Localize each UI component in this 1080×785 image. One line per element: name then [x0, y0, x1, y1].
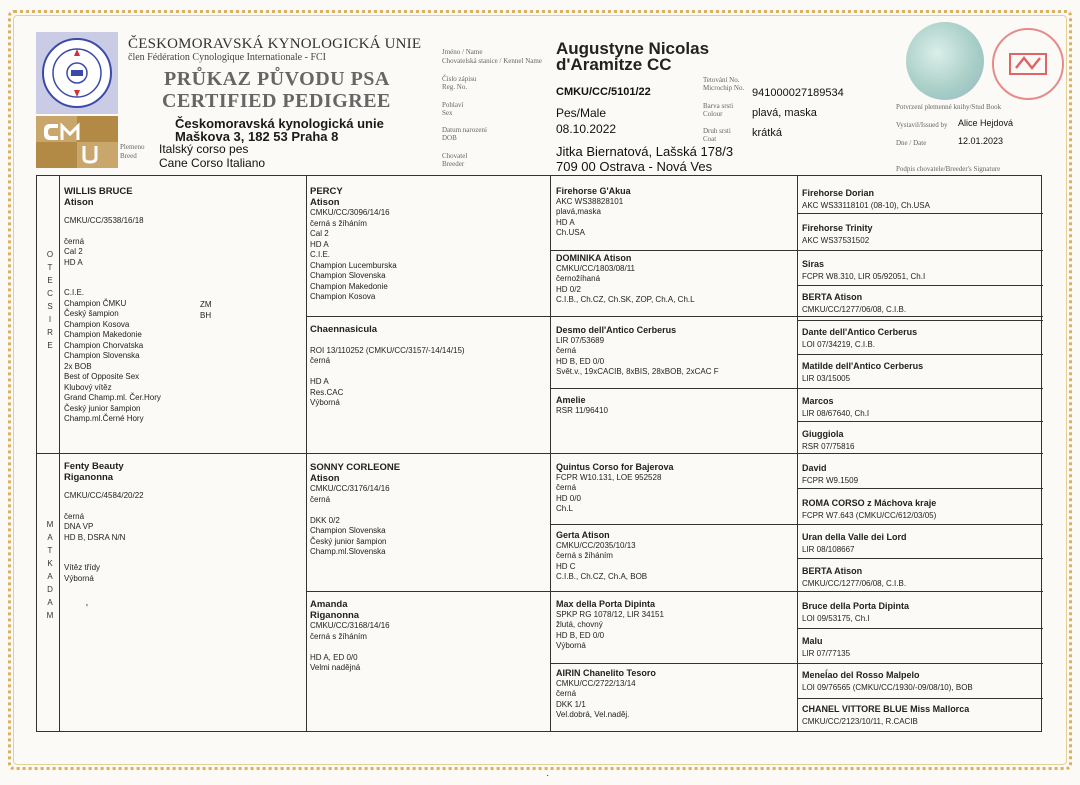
great-grandparent-detail-line: FCPR W10.131, LOE 952528	[556, 472, 662, 482]
ancestor-cell	[802, 704, 1038, 727]
dog-name-line1: Augustyne Nicolas	[556, 39, 710, 58]
ancestor-reg: FCPR W7.643 (CMKU/CC/612/03/05)	[802, 510, 937, 520]
row-divider	[797, 628, 1043, 629]
sire-kennel: Atison	[64, 197, 94, 208]
ancestor-cell	[802, 566, 1038, 589]
ancestor-cell	[802, 636, 1038, 659]
sex-label-en: Sex	[442, 109, 453, 117]
row-divider	[797, 698, 1043, 699]
dam-detail-line: DNA VP	[64, 522, 94, 531]
sire-detail-line: HD A	[64, 257, 83, 267]
coat-label-en: Coat	[703, 135, 717, 143]
grandparent-name: SONNY CORLEONE	[310, 462, 401, 473]
ancestor-reg: LIR 08/67640, Ch.I	[802, 408, 870, 418]
address-line1: Českomoravská kynologická unie	[175, 116, 384, 131]
dam-side-label	[43, 518, 57, 622]
great-grandparent-name: Quintus Corso for Bajerova	[556, 462, 674, 472]
great-grandparent-detail-line: HD B, ED 0/0	[556, 630, 605, 640]
dam-kennel: Riganonna	[64, 472, 114, 483]
great-grandparent-detail-line: HD 0/2	[556, 284, 581, 294]
great-grandparent-detail-line: C.I.B., Ch.CZ, Ch.A, BOB	[556, 572, 648, 581]
grandparent-detail-line: černá s žíháním	[310, 218, 367, 228]
ancestor-name: Dante dell'Antico Cerberus	[802, 327, 918, 337]
stray-mark: ·	[546, 770, 550, 781]
ancestor-reg: LOI 09/76565 (CMKU/CC/1930/-09/08/10), BOB	[802, 682, 973, 692]
sire-cell	[64, 186, 300, 425]
great-grandparent-cell	[556, 668, 792, 721]
ancestor-name: Siras	[802, 259, 825, 269]
great-grandparent-name: Desmo dell'Antico Cerberus	[556, 325, 677, 335]
grandparent-detail-line: Výborná	[310, 398, 340, 407]
great-grandparent-detail-line: LIR 07/53689	[556, 335, 605, 345]
great-grandparent-detail-line: Svět.v., 19xCACIB, 8xBIS, 28xBOB, 2xCAC F	[556, 367, 719, 376]
grandparent-detail-line: CMKU/CC/3168/14/16	[310, 621, 390, 630]
great-grandparent-cell	[556, 395, 792, 416]
cmku-logo-icon	[36, 116, 118, 168]
grandparent-kennel: Atison	[310, 197, 340, 208]
grandparent-detail-line: C.I.E.	[310, 250, 331, 259]
great-grandparent-detail-line: HD C	[556, 561, 576, 571]
ancestor-cell	[802, 532, 1038, 555]
great-grandparent-detail-line: CMKU/CC/2722/13/14	[556, 678, 636, 688]
ancestor-name: Marcos	[802, 396, 834, 406]
grandparent-detail-line: Champion Slovenska	[310, 526, 386, 535]
great-grandparent-detail-line: Výborná	[556, 641, 586, 650]
row-divider	[550, 388, 1043, 389]
sire-side-label	[43, 248, 57, 352]
dog-sex: Pes/Male	[556, 106, 607, 120]
stamp-logo-icon	[1006, 48, 1050, 80]
great-grandparent-detail-line: černá	[556, 346, 577, 355]
sire-title-line: Champion Kosova	[64, 319, 130, 329]
grandparent-detail-line: ROI 13/110252 (CMKU/CC/3157/-14/14/15)	[310, 345, 465, 355]
logos	[36, 32, 118, 168]
great-grandparent-detail-line: plavá,maska	[556, 207, 601, 216]
sire-zm: ZM	[200, 300, 212, 309]
dam-name: Fenty Beauty	[64, 461, 124, 472]
dam-reg: CMKU/CC/4584/20/22	[64, 491, 144, 500]
row-divider	[797, 488, 1043, 489]
great-grandparent-name: AIRIN Chanelito Tesoro	[556, 668, 656, 678]
sire-title-line: Champion ČMKU	[64, 298, 127, 308]
grandparent-cell	[310, 324, 546, 409]
dog-reg-no: CMKU/CC/5101/22	[556, 86, 651, 98]
ancestor-cell	[802, 361, 1038, 384]
grandparent-detail-line: HD A	[310, 239, 329, 249]
great-grandparent-cell	[556, 186, 792, 239]
hologram-icon	[906, 22, 984, 100]
document-title-cz: PRŮKAZ PŮVODU PSA	[164, 68, 390, 90]
ancestor-cell	[802, 463, 1038, 486]
dog-dob: 08.10.2022	[556, 122, 617, 136]
sire-bh: BH	[200, 311, 212, 320]
grandparent-detail-line: Champion Kosova	[310, 292, 376, 301]
great-grandparent-name: Max della Porta Dipinta	[556, 599, 656, 609]
sire-title-line: Český junior šampion	[64, 403, 141, 413]
breed-label-cz: Plemeno	[120, 143, 145, 151]
grandparent-kennel: Riganonna	[310, 610, 360, 621]
great-grandparent-detail-line: AKC WS38828101	[556, 196, 624, 206]
row-divider	[797, 213, 1043, 214]
great-grandparent-detail-line: Ch.L	[556, 504, 573, 513]
great-grandparent-detail-line: C.I.B., Ch.CZ, Ch.SK, ZOP, Ch.A, Ch.L	[556, 295, 695, 304]
row-divider	[797, 285, 1043, 286]
great-grandparent-cell	[556, 325, 792, 378]
reg-label-en: Reg. No.	[442, 83, 468, 91]
great-grandparent-detail-line: RSR 11/96410	[556, 405, 608, 415]
row-divider	[797, 354, 1043, 355]
grandparent-detail-line: černá	[310, 494, 331, 504]
sire-title-line: Český šampion	[64, 309, 119, 318]
great-grandparent-cell	[556, 462, 792, 515]
ancestor-reg: LIR 08/108667	[802, 544, 855, 554]
grandparent-cell	[310, 186, 546, 303]
dam-detail-line: černá	[64, 511, 85, 521]
ancestor-reg: LIR 03/15005	[802, 373, 851, 383]
colour-label-en: Colour	[703, 110, 723, 118]
row-divider	[306, 316, 1043, 317]
grandparent-detail-line	[310, 505, 546, 516]
grandparent-name: Chaennasicula	[310, 324, 378, 335]
breeder-signature-label: Podpis chovatele/Breeder's Signature	[896, 165, 1001, 173]
grandparent-detail-line: černá s žíháním	[310, 631, 367, 641]
dob-label-cz: Datum narození	[442, 126, 487, 134]
great-grandparent-name: Gerta Atison	[556, 530, 610, 540]
grandparent-detail-line: Res.CAC	[310, 387, 344, 397]
grandparent-detail-line: Champ.ml.Slovenska	[310, 547, 386, 556]
ancestor-reg: CMKU/CC/1277/06/08, C.I.B.	[802, 304, 907, 314]
dob-label-en: DOB	[442, 134, 457, 142]
row-divider	[797, 421, 1043, 422]
dam-cell	[64, 461, 300, 584]
sire-title-line: Champion Makedonie	[64, 330, 142, 339]
dog-name-line2: d'Aramitze CC	[556, 55, 672, 74]
breeder-line1: Jitka Biernatová, Lašská 178/3	[556, 144, 734, 159]
great-grandparent-name: DOMINIKA Atison	[556, 253, 632, 263]
sire-details	[64, 237, 300, 269]
ancestor-reg: RSR 07/75816	[802, 441, 855, 451]
great-grandparent-cell	[556, 253, 792, 306]
ancestor-name: Uran della Valle dei Lord	[802, 532, 907, 542]
great-grandparent-detail-line: CMKU/CC/1803/08/11	[556, 263, 635, 273]
grandparent-kennel: Atison	[310, 473, 340, 484]
coat-label-cz: Druh srsti	[703, 127, 731, 135]
great-grandparent-detail-line: žlutá, chovný	[556, 620, 603, 629]
ancestor-cell	[802, 327, 1038, 350]
row-divider	[306, 591, 1043, 592]
grandparent-detail-line: Champion Slovenska	[310, 271, 386, 280]
ancestor-name: CHANEL VITTORE BLUE Miss Mallorca	[802, 704, 970, 714]
row-divider	[550, 250, 1043, 251]
dog-microchip: 941000027189534	[752, 87, 844, 99]
sex-label-cz: Pohlaví	[442, 101, 464, 109]
ancestor-name: Firehorse Dorian	[802, 188, 875, 198]
organization-name: ČESKOMORAVSKÁ KYNOLOGICKÁ UNIE	[128, 36, 422, 52]
ancestor-reg: FCPR W9.1509	[802, 475, 859, 485]
ancestor-cell	[802, 188, 1038, 211]
sire-detail-line: černá	[64, 236, 85, 246]
ancestor-name: Bruce della Porta Dipinta	[802, 601, 910, 611]
sire-title-line: Klubový vítěz	[64, 382, 112, 392]
great-grandparent-cell	[556, 599, 792, 652]
dog-coat: krátká	[752, 127, 782, 139]
grandparent-detail-line: CMKU/CC/3176/14/16	[310, 484, 390, 493]
grandparent-detail-line: Cal 2	[310, 229, 329, 238]
dam-details	[64, 512, 300, 544]
great-grandparent-detail-line: CMKU/CC/2035/10/13	[556, 540, 636, 550]
sire-title-line: Best of Opposite Sex	[64, 372, 140, 381]
studbook-label: Potvrzení plemenné knihy/Stud Book	[896, 103, 1002, 111]
sire-name: WILLIS BRUCE	[64, 186, 133, 197]
stray-mark: '	[86, 603, 88, 614]
great-grandparent-name: Firehorse G'Akua	[556, 186, 631, 196]
dam-title-line: Výborná	[64, 573, 94, 583]
sire-title-line: C.I.E.	[64, 288, 85, 297]
dog-colour: plavá, maska	[752, 107, 817, 119]
grandparent-detail-line: Champion Makedonie	[310, 281, 388, 291]
great-grandparent-detail-line: HD 0/0	[556, 493, 581, 503]
sire-side-text: O T E C S I R E	[46, 250, 54, 350]
ancestor-name: Giuggiola	[802, 429, 844, 439]
ancestor-name: BERTA Atison	[802, 566, 863, 576]
ancestor-cell	[802, 259, 1038, 282]
grandparent-cell	[310, 462, 546, 558]
ancestor-cell	[802, 670, 1038, 693]
dam-title-line: Vítěz třídy	[64, 563, 101, 572]
sire-title-line: Champion Slovenska	[64, 351, 140, 360]
sire-title-line: Champ.ml.Černé Hory	[64, 414, 144, 423]
grandparent-name: PERCY	[310, 186, 343, 197]
sire-reg: CMKU/CC/3538/16/18	[64, 216, 144, 225]
kennel-label: Chovatelská stanice / Kennel Name	[442, 57, 542, 65]
sire-title-line: Grand Champ.ml. Čer.Hory	[64, 393, 161, 402]
great-grandparent-detail-line: černá	[556, 689, 577, 698]
row-divider	[550, 524, 1043, 525]
great-grandparent-detail-line: HD B, ED 0/0	[556, 356, 605, 366]
ancestor-name: Firehorse Trinity	[802, 223, 873, 233]
ancestor-reg: AKC WS33118101 (08-10), Ch.USA	[802, 200, 930, 210]
grandparent-detail-line: Champion Lucemburska	[310, 260, 397, 270]
sire-titles	[64, 288, 300, 425]
issue-date: 12.01.2023	[958, 136, 1004, 146]
great-grandparent-detail-line: černožíhaná	[556, 274, 601, 283]
grandparent-detail-line: černá	[310, 356, 331, 365]
ancestor-name: Meneĺao del Rosso Malpelo	[802, 670, 920, 680]
sire-title-line: 2x BOB	[64, 361, 92, 371]
grandparent-detail-line	[310, 642, 546, 653]
ancestor-cell	[802, 601, 1038, 624]
grandparent-detail-line: HD A, ED 0/0	[310, 652, 358, 662]
breed-label-en: Breed	[120, 152, 137, 160]
grandparent-detail-line	[310, 367, 546, 378]
ancestor-reg: CMKU/CC/2123/10/11, R.CACIB	[802, 716, 918, 726]
great-grandparent-cell	[556, 530, 792, 583]
sire-title-line: Champion Chorvatska	[64, 340, 144, 350]
ancestor-name: BERTA Atison	[802, 292, 863, 302]
great-grandparent-detail-line: černá s žíháním	[556, 551, 613, 560]
great-grandparent-detail-line: Vel.dobrá, Vel.naděj.	[556, 710, 630, 719]
date-label: Dne / Date	[896, 139, 927, 147]
great-grandparent-detail-line: DKK 1/1	[556, 699, 586, 709]
grandparent-detail-line: Český junior šampion	[310, 536, 387, 546]
ancestor-name: David	[802, 463, 827, 473]
grandparent-detail-line: HD A	[310, 377, 329, 386]
row-divider	[797, 558, 1043, 559]
dam-detail-line: HD B, DSRA N/N	[64, 532, 126, 542]
grandparent-cell	[310, 599, 546, 674]
name-label: Jméno / Name	[442, 48, 483, 56]
breeder-label-cz: Chovatel	[442, 152, 468, 160]
ancestor-cell	[802, 292, 1038, 315]
ancestor-reg: LIR 07/77135	[802, 648, 851, 658]
document-title-en: CERTIFIED PEDIGREE	[162, 90, 391, 112]
ancestor-reg: LOI 09/53175, Ch.I	[802, 613, 870, 623]
ancestor-reg: AKC WS37531502	[802, 235, 870, 245]
grandparent-name: Amanda	[310, 599, 348, 610]
ancestor-cell	[802, 396, 1038, 419]
reg-label-cz: Číslo zápisu	[442, 75, 477, 83]
grandparent-detail-line: CMKU/CC/3096/14/16	[310, 208, 390, 217]
row-divider	[37, 453, 1043, 454]
ancestor-cell	[802, 498, 1038, 521]
microchip-label: Microchip No.	[703, 84, 745, 92]
breeder-line2: 709 00 Ostrava - Nová Ves	[556, 159, 713, 174]
ancestor-name: Malu	[802, 636, 823, 646]
ancestor-reg: FCPR W8.310, LIR 05/92051, Ch.I	[802, 271, 926, 281]
ancestor-name: ROMA CORSO z Máchova kraje	[802, 498, 937, 508]
row-divider	[550, 663, 1043, 664]
dam-titles	[64, 563, 300, 584]
great-grandparent-detail-line: černá	[556, 483, 577, 492]
row-divider	[797, 320, 1043, 321]
grandparent-detail-line	[310, 335, 546, 346]
issued-label: Vystavil/Issued by	[896, 121, 948, 129]
great-grandparent-detail-line: SPKP RG 1078/12, LIR 34151	[556, 609, 664, 619]
grandparent-detail-line: Velmi nadějná	[310, 663, 361, 672]
colour-label-cz: Barva srsti	[703, 102, 734, 110]
ancestor-cell	[802, 223, 1038, 246]
ancestor-cell	[802, 429, 1038, 452]
breeder-label-en: Breeder	[442, 160, 465, 168]
grandparent-detail-line: DKK 0/2	[310, 515, 340, 525]
great-grandparent-name: Amelie	[556, 395, 586, 405]
tattoo-label: Tetování No.	[703, 76, 740, 84]
issued-by: Alice Hejdová	[958, 118, 1014, 128]
dam-side-text: M A T K A D A M	[46, 520, 54, 620]
ancestor-reg: CMKU/CC/1277/06/08, C.I.B.	[802, 578, 907, 588]
great-grandparent-detail-line: Ch.USA	[556, 228, 585, 237]
ancestor-name: Matilde dell'Antico Cerberus	[802, 361, 924, 371]
ancestor-reg: LOI 07/34219, C.I.B.	[802, 339, 875, 349]
breed-en: Cane Corso Italiano	[159, 156, 266, 170]
organization-subtitle: člen Fédération Cynologique Internationale - FCI	[128, 52, 327, 63]
address-line2: Maškova 3, 182 53 Praha 8	[175, 129, 339, 144]
breed-cz: Italský corso pes	[159, 142, 249, 156]
fci-seal-icon	[36, 32, 118, 114]
great-grandparent-detail-line: HD A	[556, 217, 575, 227]
sire-detail-line: Cal 2	[64, 247, 83, 256]
